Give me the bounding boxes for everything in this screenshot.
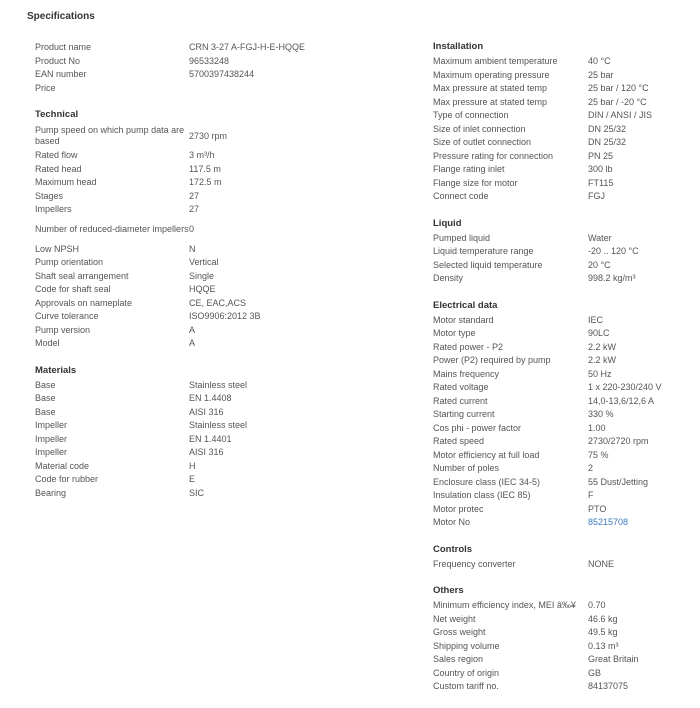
spec-row (433, 150, 693, 164)
spec-label: Rated voltage (433, 382, 489, 393)
spec-value: 90LC (588, 328, 610, 339)
spec-label: Base (35, 406, 56, 417)
spec-row (35, 406, 390, 420)
spec-label: Rated head (35, 163, 82, 174)
spec-label: Flange size for motor (433, 177, 518, 188)
spec-value: 2730 rpm (189, 130, 228, 141)
spec-row (433, 680, 693, 694)
spec-label: Number of poles (433, 463, 500, 474)
spec-value: DN 25/32 (588, 123, 627, 134)
spec-label: Curve tolerance (35, 311, 99, 322)
spec-label: Material code (35, 460, 90, 471)
spec-row (35, 473, 390, 487)
spec-value: 75 % (588, 449, 609, 460)
spec-row (433, 558, 693, 572)
spec-label: Bearing (35, 487, 67, 498)
spec-label: Base (35, 393, 56, 404)
spec-label: Pumped liquid (433, 232, 491, 243)
spec-label: Connect code (433, 191, 489, 202)
spec-value: -20 .. 120 °C (588, 246, 639, 257)
spec-row (433, 653, 693, 667)
spec-row (433, 667, 693, 681)
spec-value: 0.70 (588, 600, 606, 611)
section-general (35, 41, 390, 95)
spec-label: Low NPSH (35, 243, 80, 254)
spec-label: Country of origin (433, 667, 500, 678)
spec-label: Rated current (433, 395, 488, 406)
spec-label: Motor standard (433, 314, 494, 325)
spec-label: Motor efficiency at full load (433, 449, 540, 460)
section-liquid (433, 218, 693, 286)
spec-label: Pressure rating for connection (433, 150, 554, 161)
spec-row (433, 503, 693, 517)
spec-row (35, 123, 390, 149)
spec-value: 14,0-13,6/12,6 A (588, 395, 655, 406)
spec-value: 55 Dust/Jetting (588, 476, 649, 487)
spec-label: Impeller (35, 420, 68, 431)
spec-label: Code for shaft seal (35, 284, 111, 295)
spec-label: Price (35, 82, 56, 93)
page-title: Specifications (27, 11, 95, 22)
spec-row (433, 435, 693, 449)
spec-value: 20 °C (588, 259, 611, 270)
spec-label: Shaft seal arrangement (35, 270, 129, 281)
spec-label: Cos phi - power factor (433, 422, 522, 433)
spec-row (433, 422, 693, 436)
spec-value: 998.2 kg/m³ (588, 273, 636, 284)
spec-label: Maximum head (35, 177, 97, 188)
spec-value: 46.6 kg (588, 613, 618, 624)
spec-row (433, 96, 693, 110)
spec-row (35, 41, 390, 55)
section-heading: Materials (35, 364, 77, 376)
spec-value: A (189, 338, 196, 349)
spec-label: Mains frequency (433, 368, 500, 379)
spec-label: Motor type (433, 328, 476, 339)
spec-value: 40 °C (588, 56, 611, 67)
spec-value: 2.2 kW (588, 341, 617, 352)
section-installation (433, 41, 693, 204)
spec-label: Impeller (35, 447, 68, 458)
spec-row (35, 149, 390, 163)
spec-label: EAN number (35, 69, 87, 80)
spec-value: AISI 316 (189, 406, 224, 417)
spec-row (35, 324, 390, 338)
spec-value: 96533248 (189, 55, 230, 66)
spec-value: 330 % (588, 409, 614, 420)
spec-label: Maximum operating pressure (433, 69, 550, 80)
spec-row (35, 270, 390, 284)
spec-label: Stages (35, 190, 64, 201)
spec-value: H (189, 460, 196, 471)
spec-value: 49.5 kg (588, 627, 618, 638)
spec-label: Impeller (35, 433, 68, 444)
spec-row (433, 314, 693, 328)
spec-value: 2 (588, 463, 594, 474)
spec-value: PTO (588, 503, 607, 514)
spec-label: Model (35, 338, 60, 349)
spec-row (35, 217, 390, 243)
spec-label: Flange rating inlet (433, 164, 505, 175)
spec-value: 0 (189, 224, 195, 234)
spec-value: CE, EAC,ACS (189, 297, 247, 308)
section-heading: Controls (433, 543, 473, 555)
spec-row (433, 259, 693, 273)
spec-label: Insulation class (IEC 85) (433, 490, 531, 501)
spec-value: Great Britain (588, 654, 639, 665)
spec-label: Shipping volume (433, 640, 500, 651)
spec-value: SIC (189, 487, 205, 498)
section-heading: Others (433, 585, 464, 596)
spec-value: 1 x 220-230/240 V (588, 382, 662, 393)
spec-value: Stainless steel (189, 379, 248, 390)
spec-row (35, 283, 390, 297)
spec-row (433, 408, 693, 422)
spec-row (35, 190, 390, 204)
spec-label: Motor No (433, 517, 471, 528)
spec-row (433, 341, 693, 355)
spec-label: Size of outlet connection (433, 137, 532, 148)
spec-row (35, 433, 390, 447)
right-column (433, 41, 693, 708)
spec-label: Type of connection (433, 110, 509, 121)
spec-row (35, 203, 390, 217)
spec-row (433, 368, 693, 382)
motor-number-link[interactable]: 85215708 (588, 517, 629, 528)
spec-label: Rated power - P2 (433, 341, 504, 352)
spec-value: E (189, 474, 196, 485)
spec-row (35, 379, 390, 393)
spec-label: Density (433, 273, 464, 284)
spec-value: PN 25 (588, 150, 614, 161)
spec-row (433, 245, 693, 259)
spec-value: 25 bar / -20 °C (588, 96, 647, 107)
spec-label: Pump speed on which pump data are based (35, 125, 185, 146)
spec-row (433, 516, 693, 530)
section-heading: Liquid (433, 217, 462, 229)
spec-value: FGJ (588, 191, 605, 202)
spec-label: Impellers (35, 204, 72, 215)
spec-value: CRN 3-27 A-FGJ-H-E-HQQE (189, 42, 306, 53)
spec-row (35, 297, 390, 311)
spec-row (433, 327, 693, 341)
spec-label: Enclosure class (IEC 34-5) (433, 476, 541, 487)
spec-value: EN 1.4408 (189, 393, 232, 404)
spec-label: Motor protec (433, 503, 484, 514)
spec-row (35, 446, 390, 460)
spec-row (35, 487, 390, 501)
spec-label: Rated flow (35, 150, 78, 161)
spec-value: 2730/2720 rpm (588, 436, 649, 447)
spec-value: 3 m³/h (189, 150, 215, 161)
section-others (433, 585, 693, 694)
spec-row (433, 123, 693, 137)
spec-value: 84137075 (588, 681, 629, 692)
spec-value: A (189, 324, 196, 335)
spec-row (433, 190, 693, 204)
spec-label: Liquid temperature range (433, 246, 534, 257)
section-heading: Electrical data (433, 299, 498, 311)
spec-row (433, 381, 693, 395)
spec-value: NONE (588, 558, 615, 569)
spec-value: 172.5 m (189, 177, 222, 188)
spec-row (35, 392, 390, 406)
spec-label: Approvals on nameplate (35, 297, 133, 308)
spec-value: FT115 (588, 177, 614, 188)
spec-row (433, 462, 693, 476)
spec-row (35, 310, 390, 324)
spec-label: Max pressure at stated temp (433, 96, 548, 107)
spec-row (35, 337, 390, 351)
spec-value: IEC (588, 314, 604, 325)
spec-value: 25 bar / 120 °C (588, 83, 649, 94)
spec-row (433, 55, 693, 69)
section-electrical-data (433, 300, 693, 530)
spec-row (433, 354, 693, 368)
spec-row (35, 256, 390, 270)
spec-label: Power (P2) required by pump (433, 355, 551, 366)
spec-row (433, 163, 693, 177)
spec-value: DN 25/32 (588, 137, 627, 148)
spec-value: HQQE (189, 284, 216, 295)
spec-value: 2.2 kW (588, 355, 617, 366)
spec-value: Water (588, 232, 612, 243)
left-column (35, 41, 390, 514)
spec-value: 25 bar (588, 69, 614, 80)
spec-label: Base (35, 379, 56, 390)
spec-value: 1.00 (588, 422, 606, 433)
section-heading: Technical (35, 109, 79, 120)
spec-row (433, 82, 693, 96)
section-materials (35, 365, 390, 501)
spec-label: Size of inlet connection (433, 123, 526, 134)
spec-value: 27 (189, 204, 200, 215)
spec-label: Gross weight (433, 627, 486, 638)
spec-row (433, 232, 693, 246)
spec-label: Minimum efficiency index, MEI â‰¥ (433, 600, 576, 611)
spec-value: 0.13 m³ (588, 640, 619, 651)
spec-row (433, 599, 693, 613)
spec-value: 27 (189, 190, 200, 201)
spec-label: Selected liquid temperature (433, 259, 543, 270)
spec-row (35, 68, 390, 82)
spec-row (433, 109, 693, 123)
spec-row (433, 272, 693, 286)
spec-row (433, 449, 693, 463)
spec-value: DIN / ANSI / JIS (588, 110, 653, 121)
spec-row (433, 136, 693, 150)
spec-label: Custom tariff no. (433, 681, 499, 692)
spec-label: Product name (35, 42, 92, 53)
spec-value: Single (189, 270, 215, 281)
spec-label: Code for rubber (35, 474, 99, 485)
spec-value: Vertical (189, 257, 219, 268)
spec-value: Stainless steel (189, 420, 248, 431)
spec-value: N (189, 243, 196, 254)
spec-label: Sales region (433, 654, 484, 665)
spec-value: AISI 316 (189, 447, 224, 458)
spec-label: Frequency converter (433, 558, 516, 569)
spec-row (433, 177, 693, 191)
spec-value: 5700397438244 (189, 69, 255, 80)
spec-row (433, 613, 693, 627)
section-technical (35, 109, 390, 351)
spec-row (433, 476, 693, 490)
spec-row (35, 460, 390, 474)
spec-value: GB (588, 667, 602, 678)
spec-value: 117.5 m (189, 163, 221, 174)
spec-row (433, 69, 693, 83)
spec-row (433, 489, 693, 503)
spec-value: 300 lb (588, 164, 613, 175)
spec-row (35, 176, 390, 190)
spec-label: Starting current (433, 409, 495, 420)
spec-row (433, 626, 693, 640)
spec-label: Number of reduced-diameter impellers (35, 224, 189, 234)
section-controls (433, 544, 693, 572)
spec-label: Net weight (433, 613, 476, 624)
spec-label: Pump orientation (35, 257, 104, 268)
spec-row (433, 395, 693, 409)
spec-row (35, 55, 390, 69)
spec-label: Pump version (35, 324, 91, 335)
spec-row (35, 82, 390, 96)
spec-value: ISO9906:2012 3B (189, 311, 261, 322)
spec-row (35, 419, 390, 433)
spec-value: F (588, 490, 594, 501)
spec-row (433, 640, 693, 654)
spec-label: Max pressure at stated temp (433, 83, 548, 94)
spec-row (35, 243, 390, 257)
spec-row (35, 163, 390, 177)
spec-label: Maximum ambient temperature (433, 56, 558, 67)
spec-value: 50 Hz (588, 368, 612, 379)
spec-value: EN 1.4401 (189, 433, 232, 444)
section-heading: Installation (433, 41, 484, 52)
spec-label: Product No (35, 55, 81, 66)
spec-label: Rated speed (433, 436, 485, 447)
